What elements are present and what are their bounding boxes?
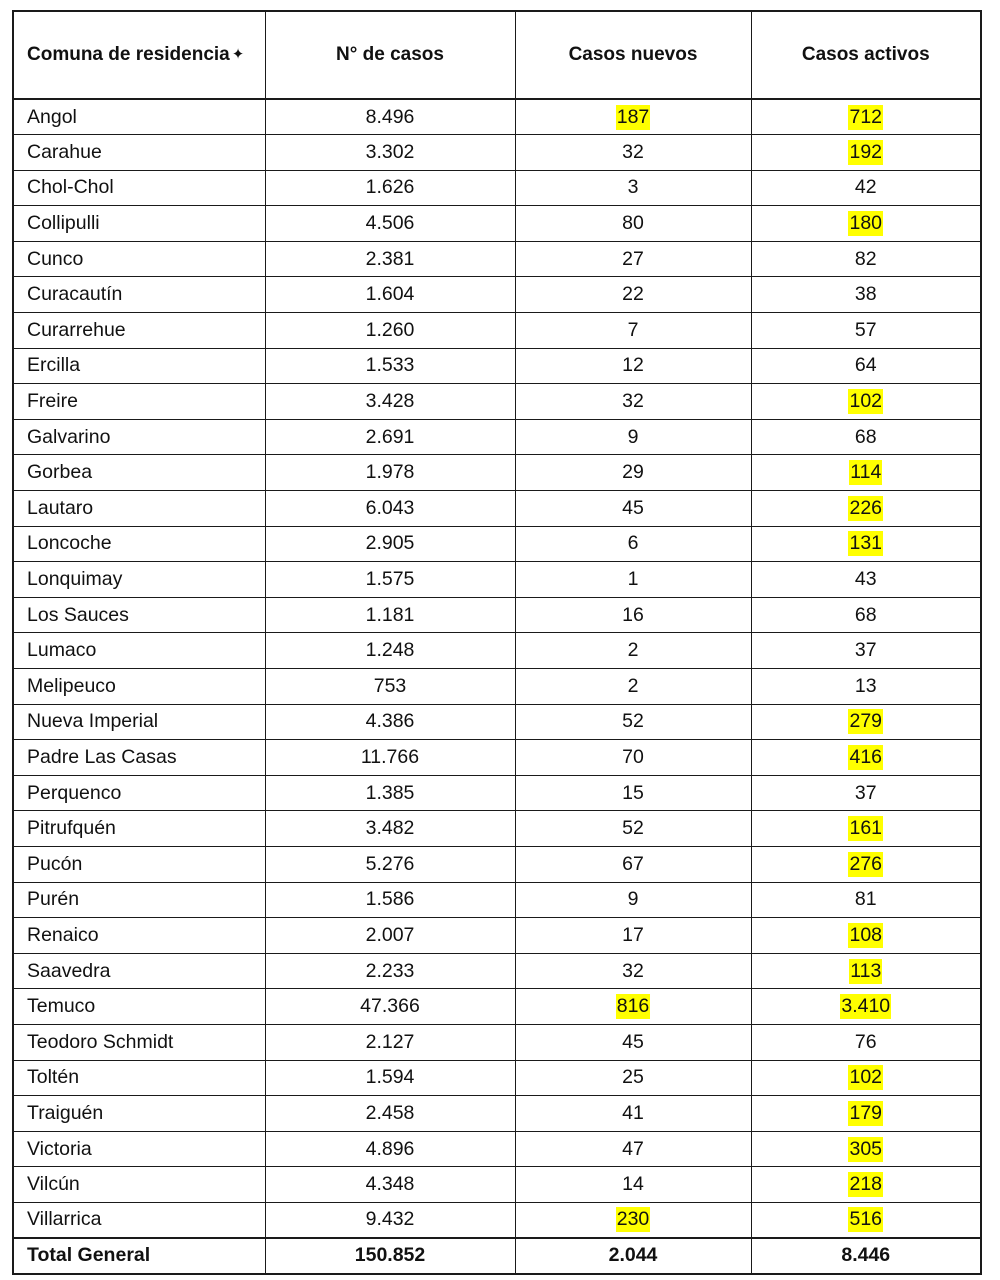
- table-row: [13, 1167, 981, 1203]
- cell-total-cases: 2.127: [265, 1024, 515, 1060]
- cell-comuna: Villarrica: [13, 1202, 265, 1238]
- highlighted-value: 131: [849, 532, 883, 555]
- cell-comuna: Los Sauces: [13, 597, 265, 633]
- cell-total-cases: 1.575: [265, 562, 515, 598]
- column-header-comuna-label: Comuna de residencia: [27, 43, 230, 65]
- cell-total-cases: 4.896: [265, 1131, 515, 1167]
- cell-comuna: Galvarino: [13, 419, 265, 455]
- highlighted-value: 276: [849, 852, 883, 875]
- cell-total-cases: 2.233: [265, 953, 515, 989]
- cell-active-cases: 37: [751, 633, 981, 669]
- cell-total-label: Total General: [13, 1238, 265, 1274]
- cell-new-cases: 12: [515, 348, 751, 384]
- cell-active-cases: [751, 206, 981, 242]
- highlighted-value: 218: [849, 1173, 883, 1196]
- cell-comuna: Curacautín: [13, 277, 265, 313]
- cell-total-cases: 9.432: [265, 1202, 515, 1238]
- highlighted-value: 279: [849, 710, 883, 733]
- highlighted-value: 712: [849, 105, 883, 128]
- table-row: [13, 455, 981, 491]
- highlighted-value: 179: [849, 1101, 883, 1124]
- cell-active-cases: [751, 135, 981, 171]
- cell-total-cases: 11.766: [265, 740, 515, 776]
- cell-new-cases: 80: [515, 206, 751, 242]
- cell-comuna: Padre Las Casas: [13, 740, 265, 776]
- cell-active-cases: 64: [751, 348, 981, 384]
- cell-active-cases: 13: [751, 669, 981, 705]
- table-row: [13, 1060, 981, 1096]
- table-row: [13, 989, 981, 1025]
- table-row: [13, 277, 981, 313]
- table-row: [13, 953, 981, 989]
- cell-new-cases: 14: [515, 1167, 751, 1203]
- cell-active-cases: 81: [751, 882, 981, 918]
- cell-new-cases: 6: [515, 526, 751, 562]
- highlighted-value: 187: [616, 105, 650, 128]
- cell-total-cases: 1.181: [265, 597, 515, 633]
- cell-comuna: Temuco: [13, 989, 265, 1025]
- cell-new-cases: 52: [515, 704, 751, 740]
- cell-comuna: Cunco: [13, 241, 265, 277]
- table-row: [13, 846, 981, 882]
- cell-total-cases: 1.260: [265, 313, 515, 349]
- cell-active-cases: [751, 491, 981, 527]
- table-row: [13, 704, 981, 740]
- table-row: [13, 775, 981, 811]
- cell-total-cases: 4.348: [265, 1167, 515, 1203]
- cell-active-cases: [751, 526, 981, 562]
- cell-active-cases: 68: [751, 597, 981, 633]
- cell-active-cases: 57: [751, 313, 981, 349]
- highlighted-value: 230: [616, 1208, 650, 1231]
- table-row: [13, 633, 981, 669]
- cell-comuna: Toltén: [13, 1060, 265, 1096]
- cell-total-cases: 8.496: [265, 99, 515, 135]
- cell-comuna: Victoria: [13, 1131, 265, 1167]
- table-row: [13, 206, 981, 242]
- cell-new-cases: 32: [515, 135, 751, 171]
- table-row: [13, 1096, 981, 1132]
- highlighted-value: 226: [849, 496, 883, 519]
- cell-total-cases: 1.594: [265, 1060, 515, 1096]
- header-row: [13, 11, 981, 99]
- cell-new-cases: 2: [515, 669, 751, 705]
- cell-comuna: Loncoche: [13, 526, 265, 562]
- cell-active-cases: [751, 1060, 981, 1096]
- table-row: [13, 526, 981, 562]
- cell-active-cases: 68: [751, 419, 981, 455]
- table-header: [13, 11, 981, 99]
- highlighted-value: 114: [850, 461, 882, 484]
- cell-total-cases: 1.978: [265, 455, 515, 491]
- cell-total-cases: 1.604: [265, 277, 515, 313]
- cell-total-cases: 6.043: [265, 491, 515, 527]
- cell-new-cases: 45: [515, 1024, 751, 1060]
- table-row: [13, 313, 981, 349]
- column-header-comuna: [13, 11, 265, 99]
- cell-comuna: Freire: [13, 384, 265, 420]
- cell-total-cases: 753: [265, 669, 515, 705]
- cell-total-cases: 4.386: [265, 704, 515, 740]
- cell-new-cases: 22: [515, 277, 751, 313]
- cell-active-cases: [751, 1202, 981, 1238]
- table-row: [13, 740, 981, 776]
- table-row: [13, 882, 981, 918]
- footnote-star-icon: ✦: [231, 45, 245, 63]
- table-row: [13, 99, 981, 135]
- cell-comuna: Carahue: [13, 135, 265, 171]
- table-row: [13, 597, 981, 633]
- cell-comuna: Gorbea: [13, 455, 265, 491]
- cell-new-cases: 45: [515, 491, 751, 527]
- highlighted-value: 113: [850, 959, 882, 982]
- cell-total-cases: 2.007: [265, 918, 515, 954]
- cell-new-cases: 7: [515, 313, 751, 349]
- cell-comuna: Lumaco: [13, 633, 265, 669]
- highlighted-value: 192: [849, 140, 883, 163]
- highlighted-value: 180: [849, 212, 883, 235]
- cell-comuna: Perquenco: [13, 775, 265, 811]
- cell-new-cases: 3: [515, 170, 751, 206]
- cell-comuna: Chol-Chol: [13, 170, 265, 206]
- highlighted-value: 102: [849, 390, 883, 413]
- cell-total-new-cases: 2.044: [515, 1238, 751, 1274]
- table-row: [13, 419, 981, 455]
- table-row: [13, 241, 981, 277]
- table-total-row: [13, 1238, 981, 1274]
- table-row: [13, 1202, 981, 1238]
- cell-active-cases: 82: [751, 241, 981, 277]
- highlighted-value: 516: [849, 1208, 883, 1231]
- cell-new-cases: 16: [515, 597, 751, 633]
- table-row: [13, 348, 981, 384]
- cell-comuna: Traiguén: [13, 1096, 265, 1132]
- cell-active-cases: 38: [751, 277, 981, 313]
- highlighted-value: 161: [849, 817, 883, 840]
- cell-active-cases: 43: [751, 562, 981, 598]
- table-body: [13, 99, 981, 1274]
- cell-total-cases: 3.482: [265, 811, 515, 847]
- cell-active-cases: 42: [751, 170, 981, 206]
- cell-total-cases: 47.366: [265, 989, 515, 1025]
- cell-active-cases: 76: [751, 1024, 981, 1060]
- table-row: [13, 384, 981, 420]
- cell-comuna: Saavedra: [13, 953, 265, 989]
- cell-total-cases: 5.276: [265, 846, 515, 882]
- cell-active-cases: [751, 740, 981, 776]
- cell-total-cases: 2.381: [265, 241, 515, 277]
- highlighted-value: 108: [849, 923, 883, 946]
- highlighted-value: 3.410: [841, 995, 891, 1018]
- cell-comuna: Pitrufquén: [13, 811, 265, 847]
- cell-total-cases: 3.302: [265, 135, 515, 171]
- table-row: [13, 1131, 981, 1167]
- cell-total-cases: 1.533: [265, 348, 515, 384]
- cell-comuna: Vilcún: [13, 1167, 265, 1203]
- cell-active-cases: [751, 1096, 981, 1132]
- cell-new-cases: 29: [515, 455, 751, 491]
- cell-total-cases: 4.506: [265, 206, 515, 242]
- highlighted-value: 416: [849, 745, 883, 768]
- cell-active-cases: [751, 846, 981, 882]
- cell-comuna: Ercilla: [13, 348, 265, 384]
- cell-new-cases: [515, 1202, 751, 1238]
- cell-new-cases: 47: [515, 1131, 751, 1167]
- cell-total-cases: 1.626: [265, 170, 515, 206]
- cell-new-cases: 9: [515, 882, 751, 918]
- cell-active-cases: [751, 989, 981, 1025]
- cell-new-cases: 17: [515, 918, 751, 954]
- cell-total-cases: 1.248: [265, 633, 515, 669]
- cell-comuna: Lautaro: [13, 491, 265, 527]
- cell-active-cases: [751, 384, 981, 420]
- cell-comuna: Collipulli: [13, 206, 265, 242]
- cell-new-cases: 9: [515, 419, 751, 455]
- cell-active-cases: [751, 455, 981, 491]
- cell-new-cases: 67: [515, 846, 751, 882]
- column-header-total-cases: N° de casos: [265, 11, 515, 99]
- cell-comuna: Angol: [13, 99, 265, 135]
- table-row: [13, 811, 981, 847]
- cell-active-cases: [751, 99, 981, 135]
- cell-comuna: Purén: [13, 882, 265, 918]
- cell-total-cases: 2.691: [265, 419, 515, 455]
- cell-total-active-cases: 8.446: [751, 1238, 981, 1274]
- cell-new-cases: 52: [515, 811, 751, 847]
- cell-comuna: Pucón: [13, 846, 265, 882]
- cell-new-cases: 32: [515, 384, 751, 420]
- cell-new-cases: 41: [515, 1096, 751, 1132]
- cell-comuna: Lonquimay: [13, 562, 265, 598]
- cell-active-cases: [751, 1167, 981, 1203]
- cell-new-cases: 25: [515, 1060, 751, 1096]
- highlighted-value: 305: [849, 1137, 883, 1160]
- cases-by-comuna-table: [12, 10, 982, 1275]
- cell-active-cases: [751, 918, 981, 954]
- cell-new-cases: 15: [515, 775, 751, 811]
- cell-active-cases: [751, 953, 981, 989]
- cell-new-cases: 32: [515, 953, 751, 989]
- cell-new-cases: 27: [515, 241, 751, 277]
- cell-total-cases: 2.905: [265, 526, 515, 562]
- cell-total-cases: 2.458: [265, 1096, 515, 1132]
- table-row: [13, 669, 981, 705]
- cell-active-cases: [751, 1131, 981, 1167]
- table-row: [13, 918, 981, 954]
- cell-new-cases: 70: [515, 740, 751, 776]
- table-row: [13, 170, 981, 206]
- highlighted-value: 816: [616, 995, 650, 1018]
- cell-comuna: Teodoro Schmidt: [13, 1024, 265, 1060]
- table-row: [13, 562, 981, 598]
- column-header-new-cases: Casos nuevos: [515, 11, 751, 99]
- cell-comuna: Curarrehue: [13, 313, 265, 349]
- table-row: [13, 135, 981, 171]
- cell-comuna: Nueva Imperial: [13, 704, 265, 740]
- cell-active-cases: [751, 811, 981, 847]
- table-row: [13, 491, 981, 527]
- cell-total-cases: 3.428: [265, 384, 515, 420]
- highlighted-value: 102: [849, 1066, 883, 1089]
- cell-new-cases: [515, 99, 751, 135]
- cell-total-cases: 1.586: [265, 882, 515, 918]
- cell-new-cases: 1: [515, 562, 751, 598]
- cell-comuna: Renaico: [13, 918, 265, 954]
- cell-comuna: Melipeuco: [13, 669, 265, 705]
- column-header-active-cases: Casos activos: [751, 11, 981, 99]
- cell-total-total-cases: 150.852: [265, 1238, 515, 1274]
- cell-new-cases: [515, 989, 751, 1025]
- cell-new-cases: 2: [515, 633, 751, 669]
- cell-active-cases: [751, 704, 981, 740]
- cell-total-cases: 1.385: [265, 775, 515, 811]
- table-row: [13, 1024, 981, 1060]
- cell-active-cases: 37: [751, 775, 981, 811]
